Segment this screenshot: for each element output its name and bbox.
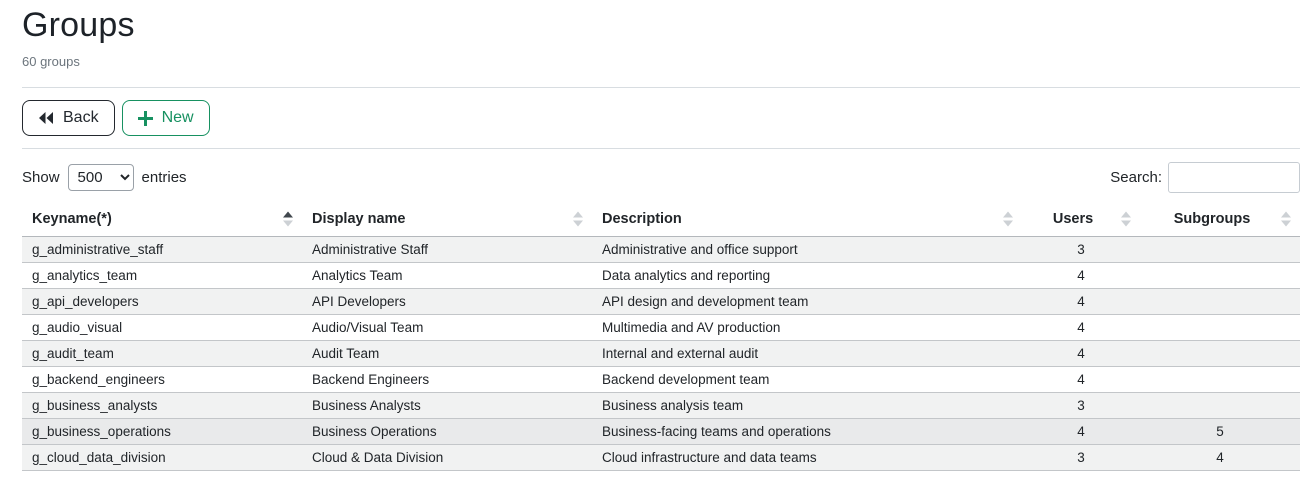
column-label: Display name [312, 211, 406, 227]
cell-description: Administrative and office support [602, 242, 798, 257]
cell-display_name: Backend Engineers [312, 372, 430, 387]
cell-subgroups [1140, 367, 1300, 393]
search-control [1110, 162, 1300, 193]
cell-display_name: Cloud & Data Division [312, 450, 444, 465]
cell-description: Business analysis team [602, 398, 744, 413]
column-label: Subgroups [1173, 211, 1251, 227]
cell-users: 4 [1077, 320, 1085, 335]
column-header-users[interactable] [1022, 202, 1140, 237]
divider [22, 87, 1300, 88]
cell-subgroups [1140, 263, 1300, 289]
cell-users: 3 [1077, 450, 1085, 465]
cell-subgroups [1140, 341, 1300, 367]
new-button[interactable] [122, 100, 210, 136]
cell-description: API design and development team [602, 294, 809, 309]
sort-arrows-icon [283, 212, 293, 227]
rewind-icon [38, 111, 54, 125]
cell-description: Cloud infrastructure and data teams [602, 450, 817, 465]
cell-keyname: g_analytics_team [32, 268, 138, 283]
cell-users: 3 [1077, 398, 1085, 413]
column-label: Keyname(*) [32, 211, 112, 227]
entries-label: entries [141, 169, 187, 186]
cell-users: 4 [1077, 372, 1085, 387]
show-label: Show [22, 169, 60, 186]
cell-display_name: Business Operations [312, 424, 437, 439]
new-button-label: New [161, 109, 194, 126]
table-row[interactable] [22, 237, 1300, 263]
sort-arrows-icon [1281, 212, 1291, 227]
cell-description: Business-facing teams and operations [602, 424, 831, 439]
table-row[interactable] [22, 263, 1300, 289]
cell-subgroups: 5 [1216, 424, 1224, 439]
search-label: Search: [1110, 169, 1162, 186]
groups-table [22, 202, 1300, 471]
table-row[interactable] [22, 393, 1300, 419]
sort-arrows-icon [1121, 212, 1131, 227]
sort-arrows-icon [573, 212, 583, 227]
table-row[interactable] [22, 419, 1300, 445]
cell-users: 4 [1077, 294, 1085, 309]
cell-keyname: g_backend_engineers [32, 372, 165, 387]
toolbar [22, 100, 1300, 136]
sort-arrows-icon [1003, 212, 1013, 227]
page-length-select[interactable] [68, 164, 134, 191]
table-controls [22, 162, 1300, 193]
column-label: Description [602, 211, 682, 227]
cell-display_name: Administrative Staff [312, 242, 429, 257]
cell-users: 3 [1077, 242, 1085, 257]
search-input[interactable] [1168, 162, 1300, 193]
back-button[interactable] [22, 100, 115, 136]
back-button-label: Back [63, 109, 99, 126]
cell-users: 4 [1077, 346, 1085, 361]
table-row[interactable] [22, 341, 1300, 367]
page-title: Groups [22, 6, 135, 44]
column-header-display_name[interactable] [302, 202, 592, 237]
cell-display_name: Audio/Visual Team [312, 320, 424, 335]
cell-subgroups: 4 [1216, 450, 1224, 465]
cell-display_name: Business Analysts [312, 398, 421, 413]
divider [22, 148, 1300, 149]
cell-description: Internal and external audit [602, 346, 759, 361]
cell-keyname: g_cloud_data_division [32, 450, 166, 465]
table-row[interactable] [22, 289, 1300, 315]
cell-description: Data analytics and reporting [602, 268, 771, 283]
column-header-subgroups[interactable] [1140, 202, 1300, 237]
cell-keyname: g_api_developers [32, 294, 139, 309]
cell-keyname: g_audit_team [32, 346, 114, 361]
table-row[interactable] [22, 315, 1300, 341]
column-header-keyname[interactable] [22, 202, 302, 237]
cell-subgroups [1140, 237, 1300, 263]
plus-icon [138, 111, 153, 126]
cell-keyname: g_audio_visual [32, 320, 123, 335]
cell-subgroups [1140, 289, 1300, 315]
cell-description: Backend development team [602, 372, 770, 387]
page-length-control [22, 164, 187, 191]
column-label: Users [1052, 211, 1094, 227]
cell-keyname: g_administrative_staff [32, 242, 164, 257]
table-row[interactable] [22, 367, 1300, 393]
cell-users: 4 [1077, 424, 1085, 439]
cell-display_name: Analytics Team [312, 268, 403, 283]
cell-keyname: g_business_analysts [32, 398, 158, 413]
cell-subgroups [1140, 315, 1300, 341]
cell-display_name: API Developers [312, 294, 406, 309]
cell-description: Multimedia and AV production [602, 320, 781, 335]
cell-users: 4 [1077, 268, 1085, 283]
cell-display_name: Audit Team [312, 346, 380, 361]
group-count: 60 groups [22, 54, 80, 69]
column-header-description[interactable] [592, 202, 1022, 237]
cell-subgroups [1140, 393, 1300, 419]
table-row[interactable] [22, 445, 1300, 471]
cell-keyname: g_business_operations [32, 424, 171, 439]
table-header-row [22, 202, 1300, 237]
